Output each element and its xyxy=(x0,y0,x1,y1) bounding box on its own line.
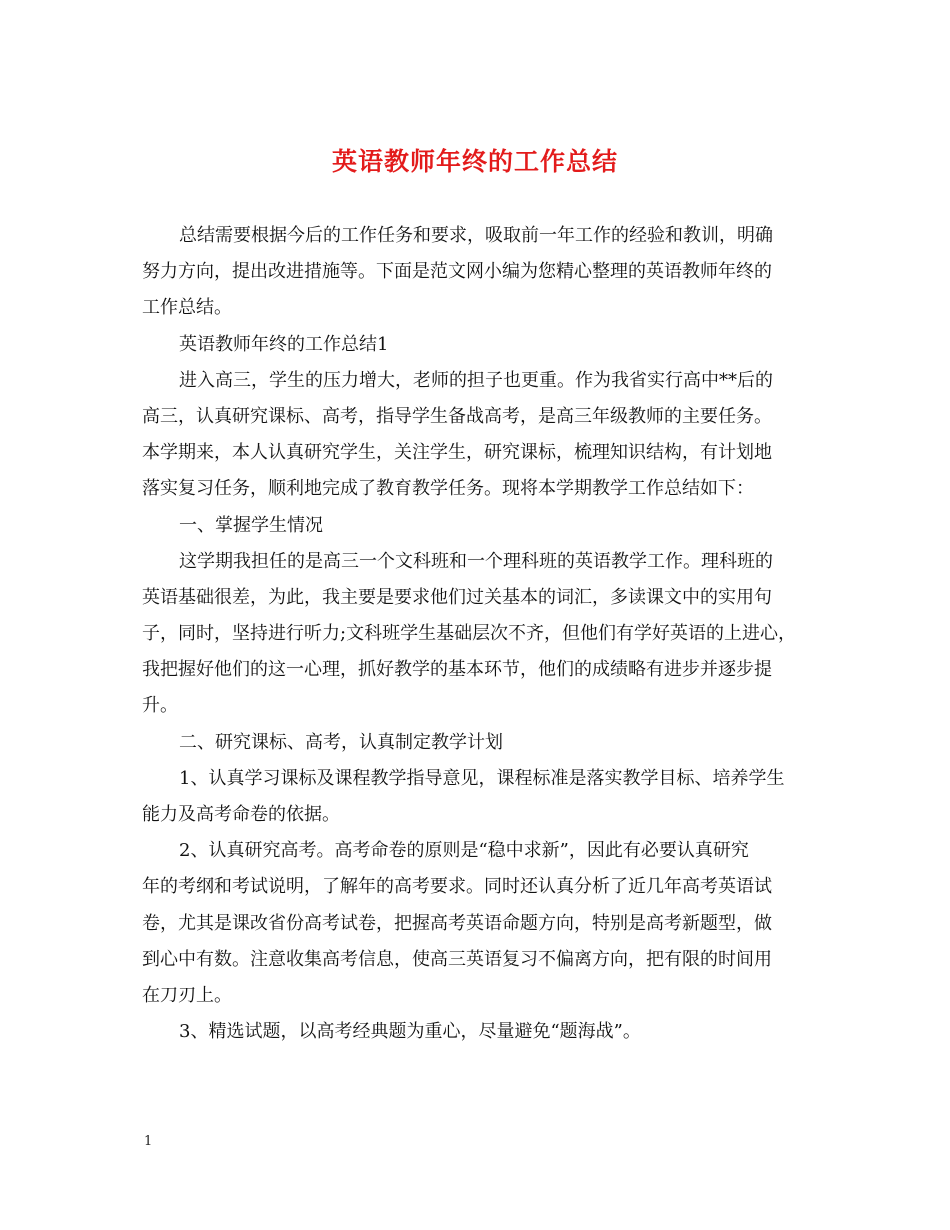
text-line: 我把握好他们的这一心理，抓好教学的基本环节，他们的成绩略有进步并逐步提 xyxy=(142,659,772,681)
text-line: 本学期来，本人认真研究学生，关注学生，研究课标，梳理知识结构，有计划地 xyxy=(142,442,772,464)
text-line: 年的考纲和考试说明，了解年的高考要求。同时还认真分析了近几年高考英语试 xyxy=(142,876,772,898)
text-line: 高三，认真研究课标、高考，指导学生备战高考，是高三年级教师的主要任务。 xyxy=(142,405,772,427)
text-line: 到心中有数。注意收集高考信息，使高三英语复习不偏离方向，把有限的时间用 xyxy=(142,948,772,970)
text-line: 英语基础很差，为此，我主要是要求他们过关基本的词汇，多读课文中的实用句 xyxy=(142,586,772,608)
text-line: 二、研究课标、高考，认真制定教学计划 xyxy=(179,731,503,753)
text-line: 进入高三，学生的压力增大，老师的担子也更重。作为我省实行高中**后的 xyxy=(179,369,773,391)
text-line: 工作总结。 xyxy=(142,297,232,319)
text-line: 一、掌握学生情况 xyxy=(179,514,323,536)
document-title: 英语教师年终的工作总结 xyxy=(331,147,618,176)
text-line: 1、认真学习课标及课程教学指导意见，课程标准是落实教学目标、培养学生 xyxy=(179,767,785,789)
text-line: 英语教师年终的工作总结1 xyxy=(179,333,389,355)
page-number: 1 xyxy=(144,1134,153,1149)
text-line: 努力方向，提出改进措施等。下面是范文网小编为您精心整理的英语教师年终的 xyxy=(142,261,772,283)
text-line: 2、认真研究高考。高考命卷的原则是“稳中求新”，因此有必要认真研究 xyxy=(179,840,749,862)
text-line: 子，同时，坚持进行听力;文科班学生基础层次不齐，但他们有学好英语的上进心， xyxy=(142,623,797,645)
text-line: 总结需要根据今后的工作任务和要求，吸取前一年工作的经验和教训，明确 xyxy=(179,225,773,246)
text-line: 能力及高考命卷的依据。 xyxy=(142,804,340,825)
text-line: 在刀刃上。 xyxy=(142,984,232,1006)
text-line: 落实复习任务，顺利地完成了教育教学任务。现将本学期教学工作总结如下： xyxy=(142,478,754,500)
text-line: 升。 xyxy=(142,695,178,717)
text-line: 这学期我担任的是高三一个文科班和一个理科班的英语教学工作。理科班的 xyxy=(179,550,773,572)
document-body xyxy=(142,218,814,1050)
text-line: 卷，尤其是课改省份高考试卷，把握高考英语命题方向，特别是高考新题型，做 xyxy=(142,912,772,934)
text-line: 3、精选试题，以高考经典题为重心，尽量避免“题海战”。 xyxy=(179,1021,641,1043)
